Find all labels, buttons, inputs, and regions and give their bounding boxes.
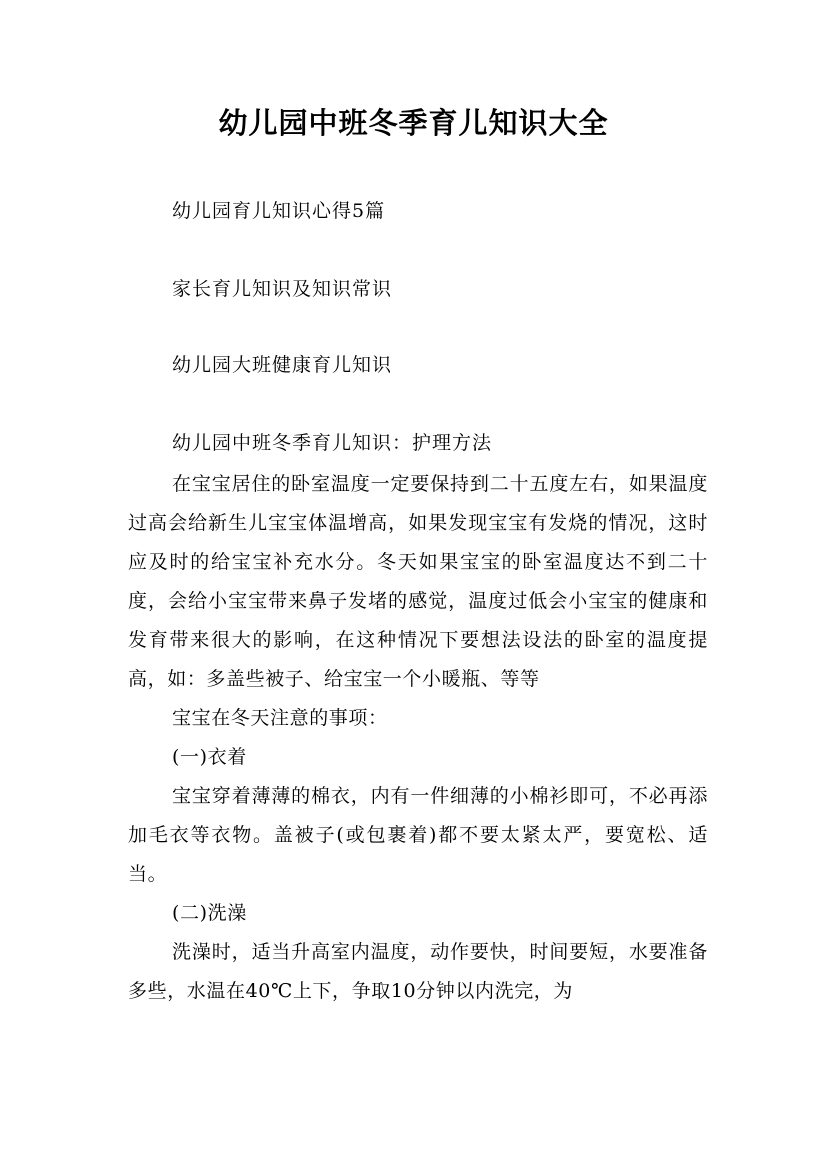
subheading-bathing: (二)洗澡 xyxy=(172,902,247,924)
paragraph: 在宝宝居住的卧室温度一定要保持到二十五度左右，如果温度过高会给新生儿宝宝体温增高，如果发现宝宝有发烧的情况，这时应及时的给宝宝补充水分。冬天如果宝宝的卧室温度达不到二十度，会给小宝宝带来鼻子发堵的感觉，温度过低会小宝宝的健康和发育带来很大的影响，在这种情况下要想法设法的卧室的温度提高，如：多盖些被子、给宝宝一个小暖瓶、等等 xyxy=(128,473,708,690)
section-heading: 幼儿园中班冬季育儿知识：护理方法 xyxy=(172,432,493,454)
related-article-link[interactable]: 家长育儿知识及知识常识 xyxy=(172,278,393,300)
article-body xyxy=(128,465,708,1011)
document-title: 幼儿园中班冬季育儿知识大全 xyxy=(218,106,609,140)
paragraph: 宝宝穿着薄薄的棉衣，内有一件细薄的小棉衫即可，不必再添加毛衣等衣物。盖被子(或包裹着)都不要太紧太严，要宽松、适当。 xyxy=(128,785,708,885)
paragraph: 洗澡时，适当升高室内温度，动作要快，时间要短，水要准备多些，水温在40℃上下，争取10分钟以内洗完，为 xyxy=(128,941,708,1002)
paragraph: 宝宝在冬天注意的事项： xyxy=(172,707,388,729)
subheading-clothing: (一)衣着 xyxy=(172,746,247,768)
related-article-link[interactable]: 幼儿园育儿知识心得5篇 xyxy=(172,200,386,222)
related-article-link[interactable]: 幼儿园大班健康育儿知识 xyxy=(172,354,393,376)
